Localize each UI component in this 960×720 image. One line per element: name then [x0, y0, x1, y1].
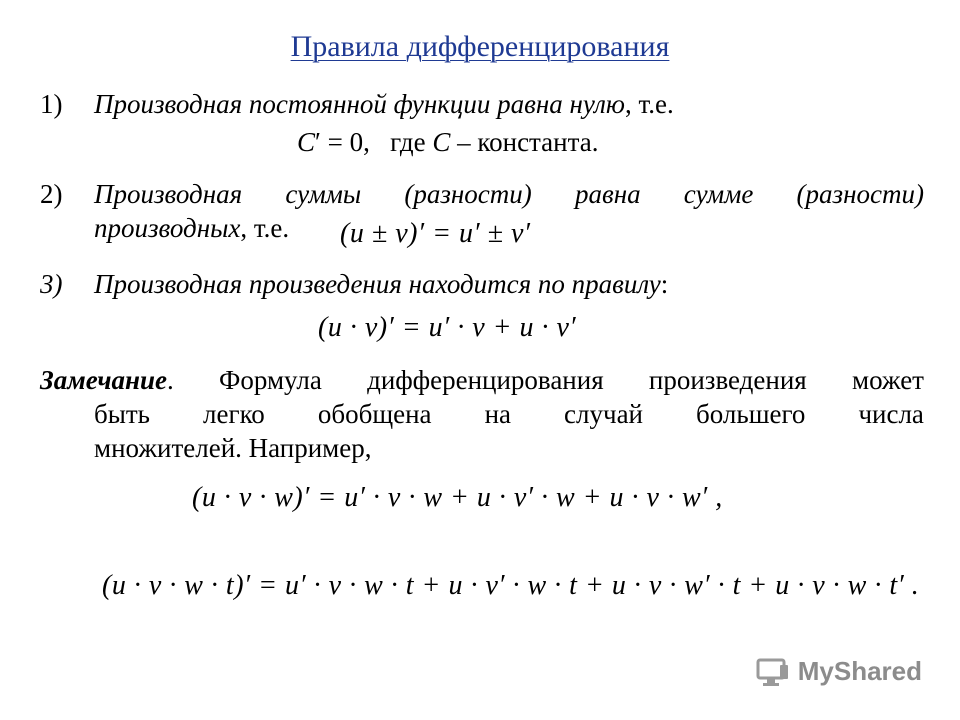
constant-c: C [297, 127, 316, 157]
monitor-icon [756, 657, 790, 687]
rule1-number: 1) [40, 89, 63, 119]
remark-word: произведения [648, 365, 807, 395]
remark-word: дифференцирования [367, 365, 604, 395]
remark-word: числа [858, 399, 924, 429]
rule3-formula: (u · v)′ = u′ · v + u · v′ [318, 312, 577, 343]
remark-word: случай [564, 399, 644, 429]
remark-word: быть [94, 399, 150, 429]
remark-formula-1: (u · v · w)′ = u′ · v · w + u · v′ · w + u · v · w′ , [192, 482, 723, 513]
rule2-line1 [94, 178, 924, 210]
constant-c2: C [432, 127, 451, 157]
rule2-word: равна [574, 179, 641, 209]
rule2-line2-text: производных [94, 213, 241, 243]
rule2-formula: (u ± v)′ = u′ ± v′ [340, 218, 531, 249]
rule2-word: (разности) [796, 179, 924, 209]
remark-word: легко [203, 399, 265, 429]
remark-label-wrap: Замечание. [40, 365, 174, 395]
rule3-tail: : [660, 269, 669, 299]
remark-formula-2: (u · v · w · t)′ = u′ · v · w · t + u · v′ · w · t + u · v · w′ · t + u · v · w · t′ . [102, 570, 920, 601]
remark-line3: множителей. Например, [94, 433, 372, 463]
remark-word: на [484, 399, 511, 429]
myshared-logo [756, 656, 922, 687]
rule2-number: 2) [40, 179, 63, 209]
remark-line2 [94, 398, 924, 430]
rule1-text: Производная постоянной функции равна нулю [94, 89, 625, 119]
rule1-statement [94, 88, 674, 120]
rule1-tail: , т.е. [624, 89, 674, 119]
page-title: Правила дифференцирования [290, 30, 670, 63]
rule1-eq: ′ = 0, [315, 127, 370, 157]
rule3-text: Производная произведения находится по правилу [94, 269, 661, 299]
rule1-formula [297, 126, 598, 158]
remark-word: обобщена [317, 399, 432, 429]
rule2-word: суммы [285, 179, 362, 209]
logo-text: MyShared [797, 656, 922, 686]
rule2-line2-tail: , т.е. [240, 213, 290, 243]
remark-word: может [851, 365, 924, 395]
rule2-line2 [94, 212, 289, 244]
rule1-formula-tail: – константа. [457, 127, 599, 157]
rule3-statement [94, 268, 668, 300]
remark-line1 [40, 364, 924, 396]
rule2-word: Производная [94, 179, 243, 209]
rule3-number [40, 268, 63, 300]
rule2-word: (разности) [404, 179, 532, 209]
remark-label: Замечание [40, 365, 168, 395]
remark-word: Формула [219, 365, 322, 395]
remark-word: большего [696, 399, 806, 429]
rule3-number-text: 3) [40, 269, 63, 299]
rule2-word: сумме [683, 179, 754, 209]
rule1-where: где [390, 127, 426, 157]
